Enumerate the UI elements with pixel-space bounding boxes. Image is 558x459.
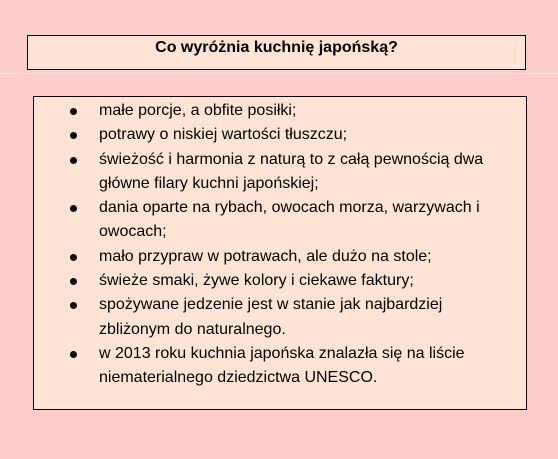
list-item-text: dania oparte na rybach, owocach morza, warzywach i owocach; [99, 199, 480, 241]
list-item [34, 342, 526, 391]
bullet-icon [70, 278, 77, 285]
bullet-icon [70, 351, 77, 358]
list-item-text: w 2013 roku kuchnia japońska znalazła się na liście niematerialnego dziedzictwa UNESCO. [99, 344, 465, 387]
bullet-icon [70, 157, 77, 164]
bullet-icon [70, 254, 77, 261]
bullet-icon [70, 302, 77, 309]
bullet-icon [70, 108, 77, 115]
bullet-list [34, 99, 526, 391]
list-item-text: mało przypraw w potrawach, ale dużo na stole; [99, 247, 432, 265]
list-item [34, 99, 526, 123]
list-item [34, 196, 526, 245]
list-item-text: świeżość i harmonia z naturą to z całą pewnością dwa główne filary kuchni japońskiej; [99, 150, 484, 192]
page-title: Co wyróżnia kuchnię japońską? [155, 39, 398, 56]
bullet-icon [70, 205, 77, 212]
title-box [27, 35, 526, 70]
list-item [34, 148, 526, 197]
list-item-text: świeże smaki, żywe kolory i ciekawe faktury; [99, 272, 414, 290]
list-item-text: potrawy o niskiej wartości tłuszczu; [99, 126, 348, 144]
bullet-icon [70, 132, 77, 139]
list-item-text: małe porcje, a obfite posiłki; [99, 102, 297, 119]
content-box [33, 96, 527, 410]
list-item [34, 269, 526, 293]
list-item [34, 123, 526, 147]
divider-line [0, 73, 558, 74]
list-item [34, 245, 526, 269]
list-item [34, 293, 526, 342]
list-item-text: spożywane jedzenie jest w stanie jak najbardziej zbliżonym do naturalnego. [99, 296, 443, 338]
